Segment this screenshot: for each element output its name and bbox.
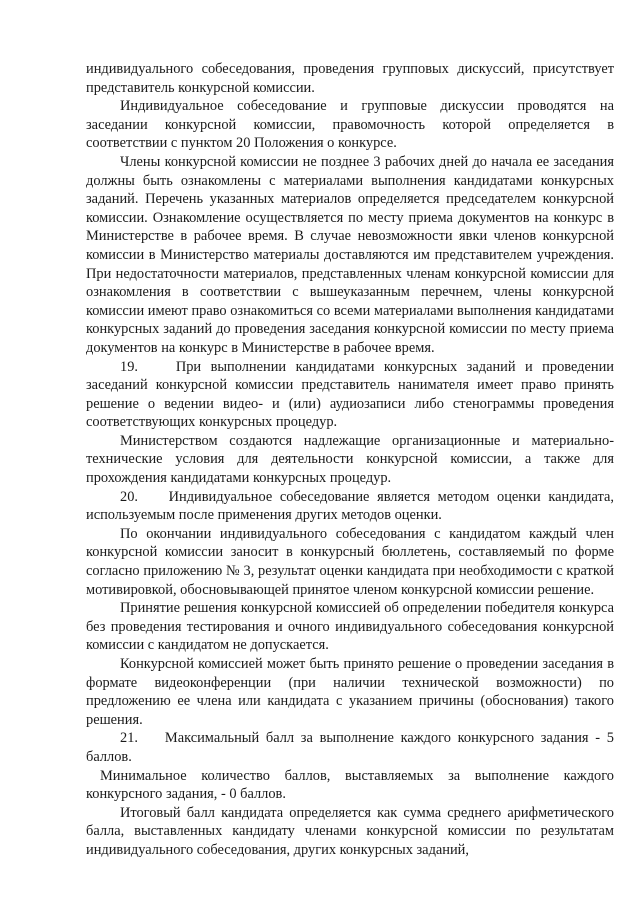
paragraph-continuation: индивидуального собеседования, проведения групповых дискуссий, присутствует представитель конкурсной комиссии. <box>86 61 614 96</box>
paragraph-commission-familiarization: Члены конкурсной комиссии не позднее 3 рабочих дней до начала ее заседания должны быть ознакомлены с материалами выполнения кандидатами конкурсных заданий. Перечень указанных материалов определяется председателем конкурсной комиссии. Ознакомление осуществляется по месту приема документов на конкурс в Министерстве в рабочее время. В случае невозможности явки членов конкурсной комиссии в Министерство материалы доставляются им представителем учреждения. При недостаточности материалов, представленных членам конкурсной комиссии для ознакомления в соответствии с вышеуказанным перечнем, члены конкурсной комиссии имеют право ознакомиться со всеми материалами выполнения кандидатами конкурсных заданий до проведения заседания конкурсной комиссии по месту приема документов на конкурс в Министерстве в рабочее время. <box>86 153 614 356</box>
paragraph-interview-meeting: Индивидуальное собеседование и групповые дискуссии проводятся на заседании конкурсной комиссии, правомочность которой определяется в соответствии с пунктом 20 Положения о конкурсе. <box>86 98 614 152</box>
paragraph-item-21: 21. Максимальный балл за выполнение каждого конкурсного задания - 5 баллов. <box>86 730 614 765</box>
paragraph-ministry-conditions: Министерством создаются надлежащие организационные и материально-технические условия для деятельности конкурсной комиссии, а также для прохождения кандидатами конкурсных процедур. <box>86 432 614 487</box>
paragraph-winner-decision: Принятие решения конкурсной комиссией об определении победителя конкурса без проведения тестирования и очного индивидуального собеседования конкурсной комиссии с кандидатом не допускается. <box>86 600 614 654</box>
paragraph-ballot: По окончании индивидуального собеседования с кандидатом каждый член конкурсной комиссии заносит в конкурсный бюллетень, составляемый по форме согласно приложению № 3, результат оценки кандидата при необходимости с краткой мотивировкой, обосновывающей принятое членом конкурсной комиссии решение. <box>86 525 614 598</box>
paragraph-final-score: Итоговый балл кандидата определяется как сумма среднего арифметического балла, выставленных кандидату членами конкурсной комиссии по результатам индивидуального собеседования, других конкурсных заданий, <box>86 804 614 858</box>
paragraph-videoconference: Конкурсной комиссией может быть принято решение о проведении заседания в формате видеоконференции (при наличии технической возможности) по предложению ее члена или кандидата с указанием причины (обоснования) такого решения. <box>86 656 614 728</box>
paragraph-item-20: 20. Индивидуальное собеседование является методом оценки кандидата, используемым после применения других методов оценки. <box>86 488 614 524</box>
paragraph-item-19: 19. При выполнении кандидатами конкурсных заданий и проведении заседаний конкурсной комиссии представитель нанимателя имеет право принять решение о ведении видео- и (или) аудиозаписи либо стенограммы проведения соответствующих конкурсных процедур. <box>86 358 614 431</box>
document-body <box>86 60 614 860</box>
paragraph-min-score: Минимальное количество баллов, выставляемых за выполнение каждого конкурсного задания, - 0 баллов. <box>86 767 614 803</box>
